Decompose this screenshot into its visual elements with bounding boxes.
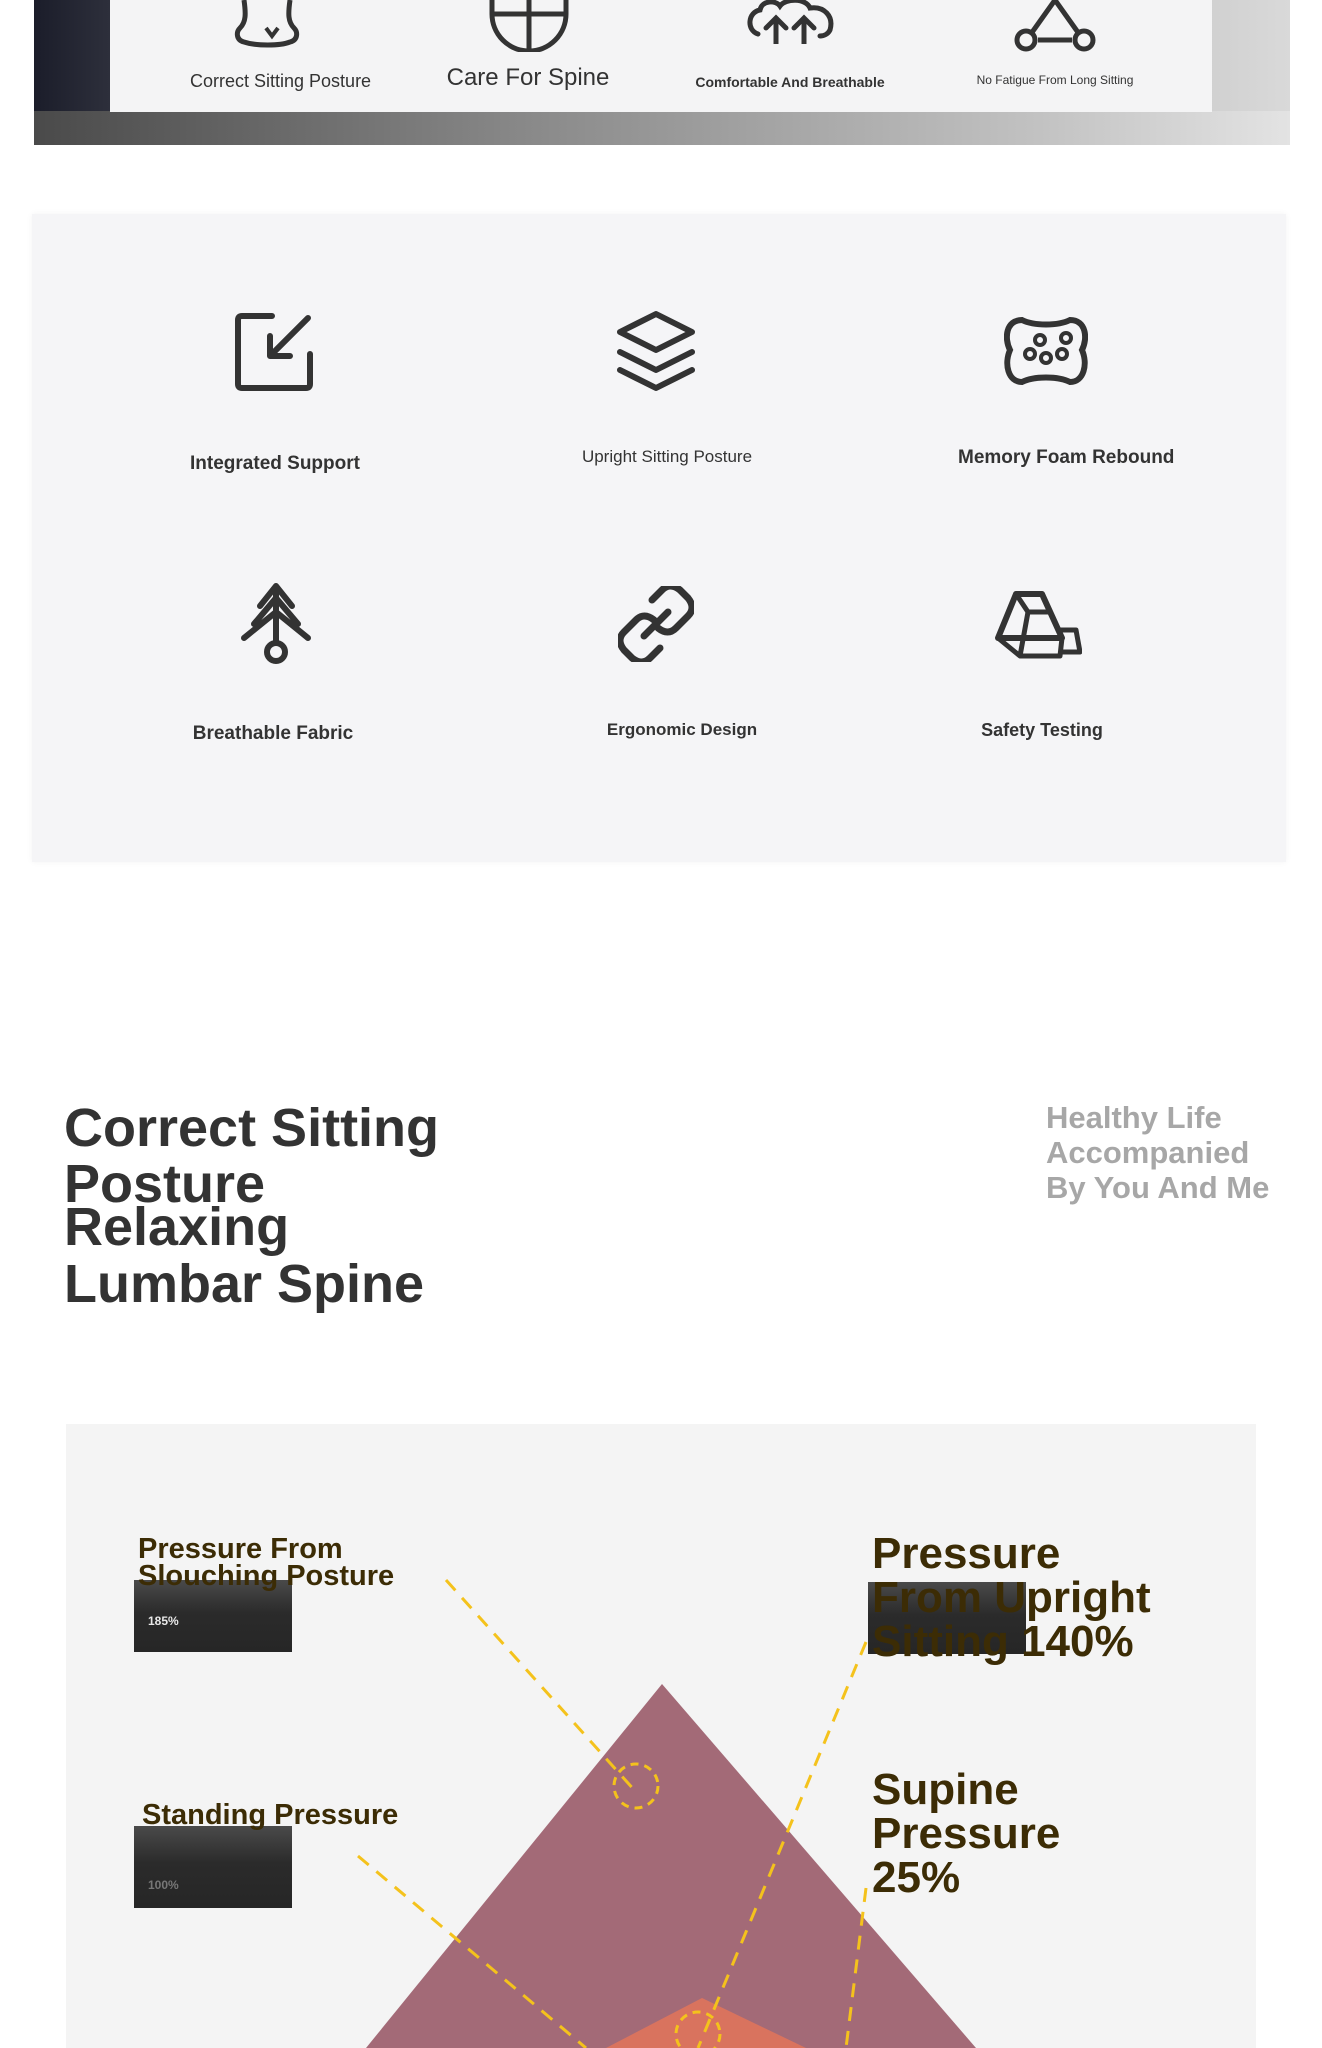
feature-label-ergonomic-design: Ergonomic Design — [606, 720, 758, 739]
arrow-in-box-icon — [234, 312, 314, 392]
slouching-leader-line — [446, 1580, 636, 1792]
hero-label-no-fatigue: No Fatigue From Long Sitting — [976, 73, 1134, 87]
pressure-triangle-graphic — [66, 1424, 1256, 2048]
feature-label-integrated-support: Integrated Support — [190, 453, 360, 474]
hero-label-care-for-spine: Care For Spine — [446, 64, 610, 91]
tree-icon — [238, 582, 314, 664]
slouching-value: 185% — [148, 1614, 179, 1628]
main-heading-line: Posture — [64, 1154, 266, 1214]
main-heading-line: Relaxing — [64, 1197, 290, 1257]
standing-label: Standing Pressure — [142, 1799, 399, 1831]
triangle-nodes-icon — [1010, 0, 1100, 52]
link-icon — [618, 586, 694, 662]
person-bust-icon — [222, 0, 312, 50]
pressure-diagram — [66, 1424, 1256, 2048]
main-heading-line: Correct Sitting — [64, 1098, 440, 1158]
standing-value-box — [134, 1826, 292, 1908]
upright-label: Pressure From Upright Sitting 140% — [872, 1529, 1151, 1666]
feature-label-memory-foam: Memory Foam Rebound — [958, 447, 1175, 468]
circle-cross-icon — [488, 0, 570, 52]
standing-value: 100% — [148, 1878, 179, 1892]
hero-floor — [34, 111, 1290, 145]
main-heading-line: Lumbar Spine — [64, 1254, 425, 1314]
features-panel — [32, 214, 1286, 862]
gold-bars-icon — [992, 586, 1082, 662]
supine-label: Supine Pressure 25% — [872, 1765, 1061, 1902]
cloud-upload-icon — [746, 0, 836, 44]
hero-label-comfortable: Comfortable And Breathable — [695, 74, 885, 90]
feature-label-breathable-fabric: Breathable Fabric — [192, 723, 354, 744]
sponge-icon — [1004, 316, 1088, 386]
main-heading — [64, 1100, 464, 1313]
hero-benefits-card — [110, 0, 1212, 112]
feature-label-upright-sitting: Upright Sitting Posture — [581, 447, 753, 466]
slouching-label: Pressure From Slouching Posture — [138, 1533, 395, 1592]
layers-icon — [616, 310, 696, 394]
hero-label-correct-sitting: Correct Sitting Posture — [190, 71, 372, 91]
feature-label-safety-testing: Safety Testing — [981, 720, 1103, 740]
side-heading: Healthy Life Accompanied By You And Me — [1046, 1100, 1270, 1205]
